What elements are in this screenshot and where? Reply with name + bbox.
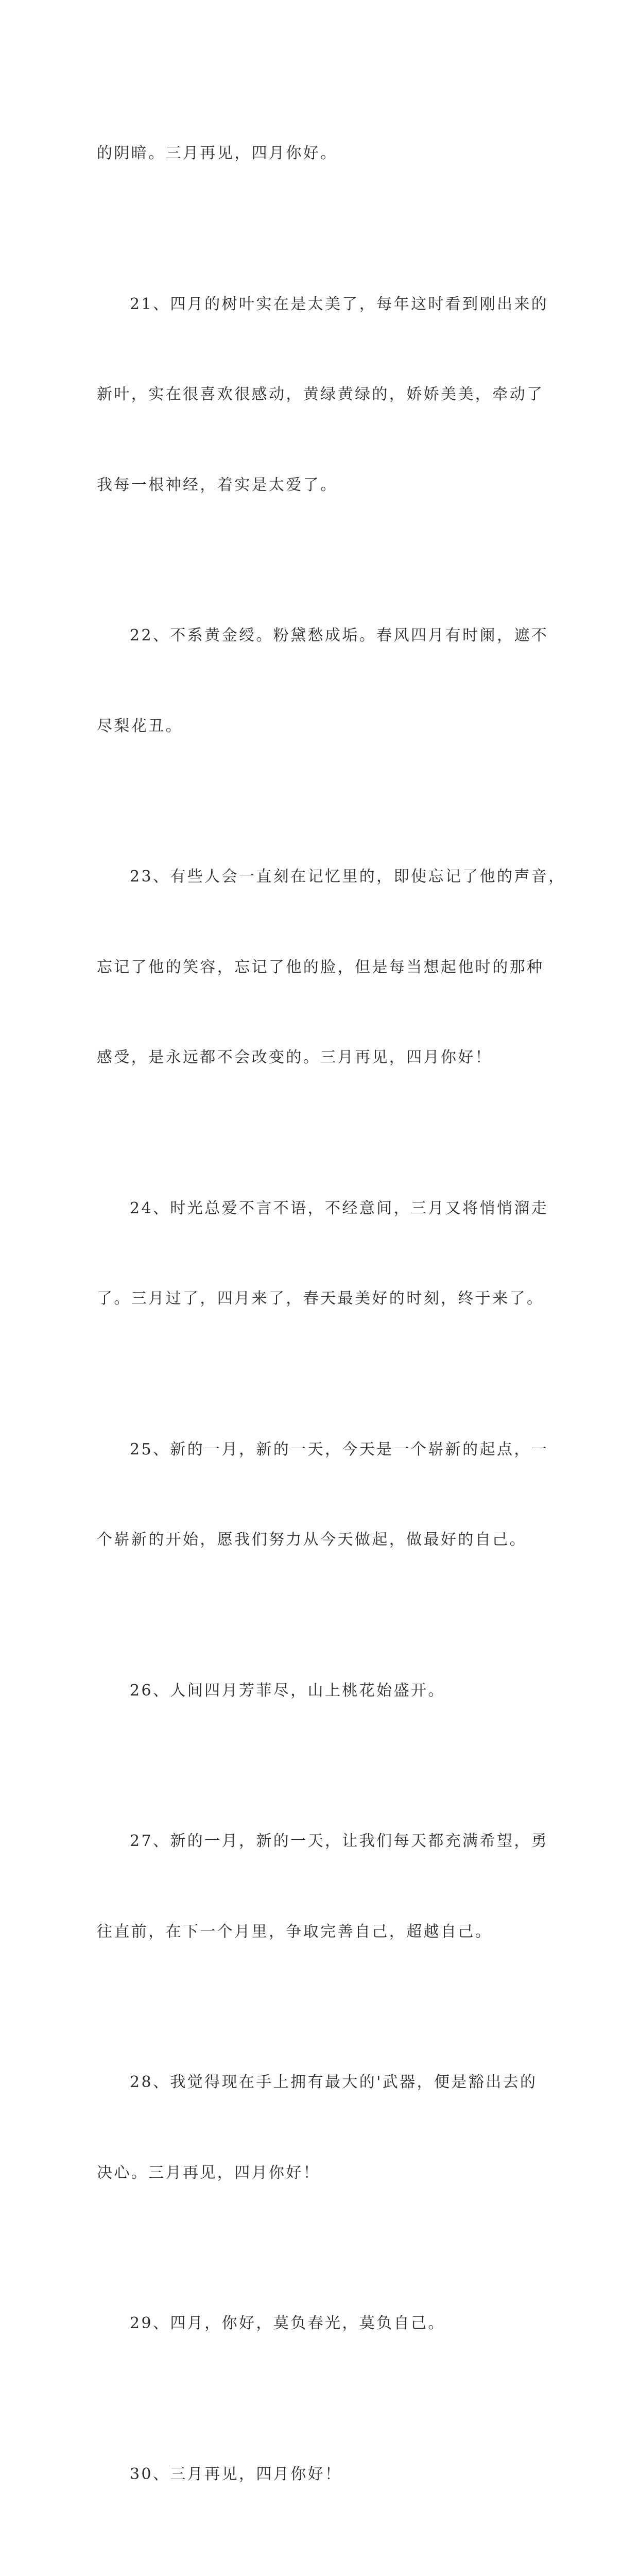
text-line: 感受，是永远都不会改变的。三月再见，四月你好！ — [97, 1048, 493, 1066]
paragraph — [97, 2248, 550, 2399]
text-line: 28、我觉得现在手上拥有最大的'武器，便是豁出去的 — [130, 2073, 538, 2091]
text-line: 忘记了他的笑容，忘记了他的脸，但是每当想起他时的那种 — [97, 958, 544, 976]
text-line: 30、三月再见，四月你好！ — [130, 2465, 342, 2483]
paragraph — [97, 1375, 550, 1616]
paragraph — [97, 1616, 550, 1767]
text-line: 25、新的一月，新的一天，今天是一个崭新的起点，一 — [130, 1440, 549, 1459]
paragraph — [97, 2550, 550, 2576]
text-line: 新叶，实在很喜欢很感动，黄绿黄绿的，娇娇美美，牵动了 — [97, 385, 544, 403]
text-line: 往直前，在下一个月里，争取完善自己，超越自己。 — [97, 1922, 493, 1941]
paragraph — [97, 802, 566, 1133]
text-line: 22、不系黄金绶。粉黛愁成垢。春风四月有时阑，遮不 — [130, 626, 549, 645]
paragraph — [97, 78, 550, 229]
paragraph — [97, 1133, 550, 1375]
text-line: 21、四月的树叶实在是太美了，每年这时看到刚出来的 — [130, 295, 549, 313]
text-line: 23、有些人会一直刻在记忆里的，即使忘记了他的声音， — [130, 868, 566, 886]
text-line: 决心。三月再见，四月你好！ — [97, 2163, 321, 2182]
text-line: 26、人间四月芳菲尽，山上桃花始盛开。 — [130, 1681, 445, 1700]
text-line: 29、四月，你好，莫负春光，莫负自己。 — [130, 2314, 445, 2332]
text-line: 个崭新的开始，愿我们努力从今天做起，做最好的自己。 — [97, 1531, 527, 1549]
paragraph — [97, 229, 550, 561]
text-line: 24、时光总爱不言不语，不经意间，三月又将悄悄溜走 — [130, 1199, 549, 1217]
text-line: 27、新的一月，新的一天，让我们每天都充满希望，勇 — [130, 1832, 549, 1850]
paragraph — [97, 2399, 550, 2550]
document-body — [97, 78, 566, 2576]
paragraph — [97, 2007, 550, 2248]
text-line: 尽梨花丑。 — [97, 717, 183, 735]
text-line: 我每一根神经，着实是太爱了。 — [97, 476, 338, 494]
paragraph — [97, 561, 550, 802]
paragraph — [97, 1766, 550, 2007]
text-line: 的阴暗。三月再见，四月你好。 — [97, 144, 338, 162]
text-line: 了。三月过了，四月来了，春天最美好的时刻，终于来了。 — [97, 1290, 544, 1308]
